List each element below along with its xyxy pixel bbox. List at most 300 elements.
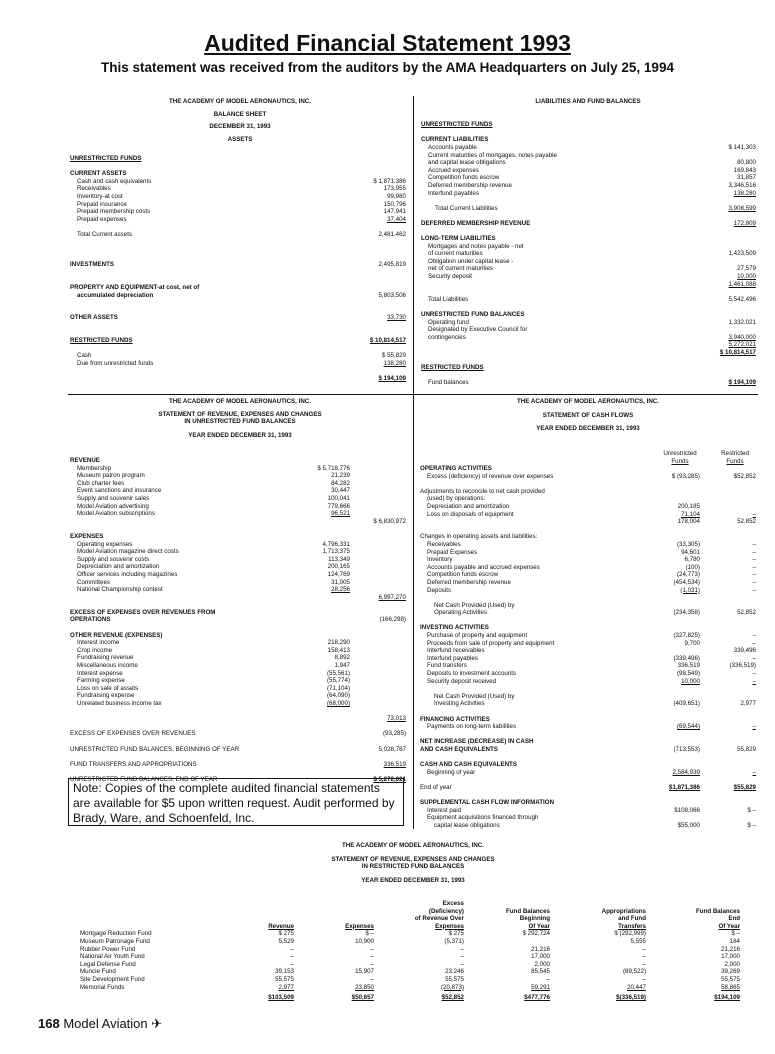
fund-value: 23,850 <box>355 983 374 991</box>
asset-row <box>70 277 406 285</box>
fund-value: 2,000 <box>724 960 740 968</box>
revenue-total <box>350 692 406 700</box>
cashflow-label <box>420 776 642 784</box>
liability-amount: 1,423,509 <box>728 250 756 258</box>
liability-amount <box>686 152 756 160</box>
liability-row <box>421 265 756 273</box>
fund-value: 5,529 <box>278 937 294 945</box>
revenue-row <box>70 465 406 473</box>
revenue-amount: (71,104) <box>326 684 350 692</box>
cashflow-restricted: – <box>752 632 756 640</box>
cashflow-unrestricted <box>642 792 700 800</box>
liabilities-table <box>421 106 756 387</box>
statement-title: Audited Financial Statement 1993 <box>204 30 571 56</box>
cash-flows-table <box>420 465 756 830</box>
revenue-total <box>350 457 406 465</box>
revenue-label <box>70 525 296 533</box>
column-header <box>232 900 294 908</box>
revenue-total <box>350 738 406 746</box>
cashflow-restricted: $ – <box>747 821 756 829</box>
divider-vertical <box>413 96 414 829</box>
liability-label <box>421 197 686 205</box>
cashflow-unrestricted: 2,584,939 <box>672 768 700 776</box>
fund-name: Mortgage Reduction Fund <box>80 930 152 938</box>
cashflow-row <box>420 549 756 557</box>
liability-label: Current maturities of mortgages, notes payable <box>428 151 557 159</box>
cashflow-unrestricted <box>642 594 700 602</box>
revenue-label: Committees <box>77 578 111 586</box>
column-header-row <box>80 923 740 931</box>
asset-amount <box>336 254 406 262</box>
asset-label: Prepaid expenses <box>77 215 127 223</box>
cashflow-label: Receivables <box>427 540 461 548</box>
liability-amount <box>686 228 756 236</box>
cashflow-label: AND CASH EQUIVALENTS <box>420 745 498 753</box>
revenue-label: Depreciation and amortization <box>77 563 160 571</box>
revenue-label <box>70 738 296 746</box>
revenue-label: Membership <box>77 464 112 472</box>
cashflow-label: Investing Activities <box>434 700 485 708</box>
cashflow-row <box>420 655 756 663</box>
asset-label: CURRENT ASSETS <box>70 170 127 178</box>
cashflow-row <box>420 799 756 807</box>
asset-label <box>70 368 336 376</box>
cashflow-row <box>420 571 756 579</box>
revenue-label: EXCESS OF EXPENSES OVER REVENUES <box>70 730 196 738</box>
revenue-amount <box>296 768 350 776</box>
asset-row <box>70 208 406 216</box>
revenue-amount: 8,892 <box>334 654 350 662</box>
asset-amount <box>336 239 406 247</box>
liability-row <box>421 243 756 251</box>
liability-label <box>421 106 686 114</box>
fund-name: Museum Patronage Fund <box>80 937 150 945</box>
revenue-label: Fundraising revenue <box>77 654 134 662</box>
cashflow-unrestricted: 9,700 <box>684 639 700 647</box>
revenue-statement-header <box>70 398 410 439</box>
cashflow-restricted: – <box>752 586 756 594</box>
liability-row <box>421 144 756 152</box>
liability-row <box>421 159 756 167</box>
asset-amount: 150,796 <box>383 200 406 208</box>
cashflow-restricted: $ – <box>747 806 756 814</box>
revenue-label: Model Aviation advertising <box>77 502 149 510</box>
cashflow-restricted <box>700 754 756 762</box>
balance-sheet-header <box>70 98 410 143</box>
cashflow-label: Competition funds escrow <box>427 571 499 579</box>
cashflow-label <box>420 685 642 693</box>
revenue-row <box>70 662 406 670</box>
revenue-label: Interest expense <box>77 669 123 677</box>
revenue-row <box>70 472 406 480</box>
revenue-total <box>350 510 406 518</box>
fund-name: Legal Defense Fund <box>80 960 136 968</box>
cashflow-unrestricted: $55,000 <box>677 821 700 829</box>
fund-value: (89,522) <box>622 968 646 976</box>
revenue-amount <box>296 624 350 632</box>
cashflow-restricted: – <box>752 677 756 685</box>
cashflow-restricted: – <box>752 578 756 586</box>
cash-flows-org: THE ACADEMY OF MODEL AERONAUTICS, INC. <box>517 398 659 405</box>
cashflow-unrestricted <box>642 624 700 632</box>
fund-value: 58,865 <box>721 983 740 991</box>
asset-row <box>70 201 406 209</box>
column-header <box>550 900 646 908</box>
liability-amount <box>686 129 756 137</box>
revenue-row <box>70 685 406 693</box>
asset-label <box>70 375 336 383</box>
revenue-total <box>350 571 406 579</box>
liability-row <box>421 136 756 144</box>
asset-row <box>70 269 406 277</box>
asset-amount: 37,404 <box>387 215 406 223</box>
liability-amount <box>686 303 756 311</box>
liability-amount <box>686 357 756 365</box>
cashflow-unrestricted <box>642 526 700 534</box>
revenue-label: Event sanctions and insurance <box>77 487 162 495</box>
cashflow-restricted: – <box>752 563 756 571</box>
revenue-total <box>350 541 406 549</box>
revenue-amount: 28,256 <box>331 586 350 594</box>
cashflow-restricted <box>700 792 756 800</box>
revenue-total <box>350 647 406 655</box>
liability-row <box>421 288 756 296</box>
liability-amount <box>686 136 756 144</box>
revenue-label <box>70 601 296 609</box>
cashflow-row <box>420 700 756 708</box>
cashflow-unrestricted <box>642 647 700 655</box>
revenue-row <box>70 692 406 700</box>
cashflow-unrestricted <box>642 814 700 822</box>
liability-row <box>421 273 756 281</box>
liability-label: UNRESTRICTED FUNDS <box>421 121 493 129</box>
revenue-amount: (55,774) <box>326 677 350 685</box>
cashflow-restricted: – <box>752 670 756 678</box>
liability-label: Total Liabilities <box>428 295 469 303</box>
liability-amount: 80,800 <box>737 159 756 167</box>
cashflow-row <box>420 716 756 724</box>
cashflow-restricted: – <box>752 556 756 564</box>
liability-label: contingencies <box>428 333 466 341</box>
revenue-label: Interest income <box>77 639 120 647</box>
cashflow-unrestricted <box>642 716 700 724</box>
fund-value: – <box>370 975 374 983</box>
cashflow-label: Deferred membership revenue <box>427 578 511 586</box>
cashflow-label: Changes in operating assets and liabilities: <box>420 533 538 541</box>
liability-label: RESTRICTED FUNDS <box>421 364 484 372</box>
asset-row <box>70 223 406 231</box>
cashflow-label: (used) by operations: <box>427 495 486 503</box>
asset-row <box>70 314 406 322</box>
revenue-row <box>70 761 406 769</box>
cashflow-restricted: – <box>752 510 756 518</box>
cashflow-unrestricted <box>642 602 700 610</box>
fund-value: 55,575 <box>275 975 294 983</box>
fund-value: $ – <box>731 930 740 938</box>
cash-flows-name: STATEMENT OF CASH FLOWS <box>542 411 634 419</box>
asset-label: Receivables <box>77 185 111 193</box>
liability-amount <box>686 197 756 205</box>
revenue-total: (93,285) <box>382 730 406 738</box>
fund-value: $ (292,999) <box>614 930 646 938</box>
balance-sheet-assets <box>70 155 406 383</box>
cashflow-restricted <box>700 685 756 693</box>
revenue-total <box>350 768 406 776</box>
fund-row <box>80 946 740 954</box>
header-spacer <box>80 908 232 916</box>
revenue-label: UNRESTRICTED FUND BALANCES, END OF YEAR <box>70 775 218 783</box>
cashflow-label: INVESTING ACTIVITIES <box>420 624 489 632</box>
cashflow-label: Operating Activities <box>434 609 487 617</box>
revenue-amount: 218,290 <box>327 639 350 647</box>
asset-label: INVESTMENTS <box>70 261 115 269</box>
cashflow-restricted: 2,977 <box>740 700 756 708</box>
revenue-row <box>70 594 406 602</box>
asset-label <box>70 223 336 231</box>
asset-row <box>70 330 406 338</box>
balance-sheet-name: BALANCE SHEET <box>213 110 267 118</box>
cashflow-row <box>420 731 756 739</box>
fund-value: 55,575 <box>445 975 464 983</box>
cashflow-restricted: 339,496 <box>733 647 756 655</box>
fund-name: National Air Youth Fund <box>80 953 145 961</box>
fund-value: 21,216 <box>721 945 740 953</box>
revenue-amount <box>296 616 350 624</box>
fund-row <box>80 961 740 969</box>
page-number: 168 <box>38 1016 60 1031</box>
cashflow-unrestricted: 6,780 <box>684 556 700 564</box>
revenue-total <box>350 632 406 640</box>
revenue-row <box>70 510 406 518</box>
revenue-row <box>70 533 406 541</box>
revenue-row <box>70 746 406 754</box>
revenue-label: Fundraising expense <box>77 692 135 700</box>
liability-amount: 3,346,516 <box>728 181 756 189</box>
asset-amount <box>336 170 406 178</box>
cashflow-label: NET INCREASE (DECREASE) IN CASH <box>420 738 534 746</box>
revenue-label: Model Aviation subscriptions <box>77 510 155 518</box>
column-header-row <box>80 915 740 923</box>
fund-value: 39,153 <box>275 968 294 976</box>
restricted-statement-name-2: IN RESTRICTED FUND BALANCES <box>361 863 465 871</box>
revenue-total: 6,997,270 <box>378 593 406 601</box>
column-header <box>232 908 294 916</box>
cashflow-row <box>420 708 756 716</box>
asset-row <box>70 163 406 171</box>
liability-amount: 138,280 <box>733 189 756 197</box>
revenue-amount: 4,796,331 <box>322 540 350 548</box>
cashflow-unrestricted <box>642 761 700 769</box>
revenue-amount: 30,447 <box>331 487 350 495</box>
fund-value: 21,216 <box>531 945 550 953</box>
asset-row <box>70 292 406 300</box>
revenue-total <box>350 563 406 571</box>
asset-label: Inventory-at cost <box>77 192 123 200</box>
cashflow-label: End of year <box>420 783 452 791</box>
cashflow-unrestricted: 71,104 <box>681 510 700 518</box>
liability-row <box>421 114 756 122</box>
liability-amount <box>686 243 756 251</box>
asset-label <box>70 345 336 353</box>
revenue-amount <box>296 457 350 465</box>
divider-horizontal <box>68 394 758 395</box>
asset-row <box>70 170 406 178</box>
revenue-amount <box>296 730 350 738</box>
asset-row <box>70 337 406 345</box>
liability-row <box>421 357 756 365</box>
revenue-label: Supply and souvenir costs <box>77 555 150 563</box>
liability-row <box>421 364 756 372</box>
cashflow-row <box>420 738 756 746</box>
asset-row <box>70 193 406 201</box>
liability-label <box>421 281 686 289</box>
asset-label <box>70 277 336 285</box>
cashflow-unrestricted: (1,031) <box>680 586 700 594</box>
asset-amount <box>336 269 406 277</box>
fund-row <box>80 984 740 992</box>
asset-row <box>70 322 406 330</box>
revenue-total <box>350 723 406 731</box>
fund-value: 17,000 <box>531 953 550 961</box>
asset-amount <box>336 155 406 163</box>
liability-label: Accrued expenses <box>428 166 479 174</box>
cashflow-row <box>420 579 756 587</box>
cashflow-unrestricted: (100) <box>685 563 700 571</box>
asset-amount <box>336 284 406 292</box>
column-header: Beginning <box>519 915 550 923</box>
cashflow-unrestricted <box>642 754 700 762</box>
liability-amount: 3,940,000 <box>728 333 756 341</box>
cashflow-row <box>420 678 756 686</box>
fund-value: 59,291 <box>531 983 550 991</box>
liability-label <box>421 288 686 296</box>
cashflow-unrestricted: $108,066 <box>674 806 700 814</box>
unrestricted-col-head: Unrestricted <box>663 450 697 457</box>
cashflow-unrestricted: $1,871,386 <box>669 783 700 791</box>
revenue-label: FUND TRANSFERS AND APPROPRIATIONS <box>70 760 197 768</box>
asset-label: Prepaid insurance <box>77 200 127 208</box>
revenue-label <box>70 723 296 731</box>
cashflow-row <box>420 587 756 595</box>
cashflow-row <box>420 503 756 511</box>
cashflow-label <box>420 480 642 488</box>
revenue-row <box>70 525 406 533</box>
column-header: and Fund <box>618 915 646 923</box>
fund-value: – <box>370 953 374 961</box>
asset-amount <box>336 223 406 231</box>
revenue-label: Operating expenses <box>77 540 133 548</box>
liability-row <box>421 372 756 380</box>
cashflow-unrestricted <box>642 708 700 716</box>
fund-value: $194,109 <box>714 994 740 1002</box>
asset-row <box>70 254 406 262</box>
balance-sheet-org: THE ACADEMY OF MODEL AERONAUTICS, INC. <box>169 98 311 105</box>
revenue-amount: 31,005 <box>331 578 350 586</box>
fund-name: Muncie Fund <box>80 968 116 976</box>
revenue-amount: 84,282 <box>331 479 350 487</box>
cashflow-unrestricted: $ (93,285) <box>671 472 700 480</box>
fund-value: – <box>460 960 464 968</box>
revenue-label: Crop income <box>77 646 113 654</box>
revenue-total <box>350 624 406 632</box>
liability-row <box>421 326 756 334</box>
cashflow-row <box>420 518 756 526</box>
cashflow-unrestricted: (713,553) <box>673 745 700 753</box>
revenue-label <box>70 708 296 716</box>
revenue-total <box>350 533 406 541</box>
liability-amount <box>686 372 756 380</box>
revenue-total: $ 6,830,972 <box>373 517 406 525</box>
revenue-amount: 124,769 <box>327 570 350 578</box>
cashflow-row <box>420 814 756 822</box>
cashflow-row <box>420 746 756 754</box>
liability-row <box>421 296 756 304</box>
fund-value: $50,657 <box>351 994 374 1002</box>
cashflow-unrestricted: (33,305) <box>676 540 700 548</box>
cashflow-restricted <box>700 814 756 822</box>
fund-value: 184 <box>729 937 740 945</box>
cash-flows-header <box>420 398 756 433</box>
revenue-total <box>350 480 406 488</box>
cashflow-row <box>420 685 756 693</box>
cashflow-row <box>420 602 756 610</box>
fund-row <box>80 976 740 984</box>
cashflow-unrestricted: (339,496) <box>673 654 700 662</box>
cashflow-restricted: 52,852 <box>737 609 756 617</box>
liability-amount <box>686 288 756 296</box>
cashflow-row <box>420 564 756 572</box>
cashflow-row <box>420 480 756 488</box>
revenue-row <box>70 571 406 579</box>
liability-row <box>421 205 756 213</box>
cashflow-label: SUPPLEMENTAL CASH FLOW INFORMATION <box>420 799 555 807</box>
column-header: of Revenue Over <box>414 915 464 923</box>
column-header: Excess <box>442 900 464 907</box>
column-header: Transfers <box>618 922 646 930</box>
revenue-amount: 1,947 <box>334 662 350 670</box>
cashflow-unrestricted <box>642 480 700 488</box>
cashflow-label: Adjustments to reconcile to net cash provided <box>420 487 545 495</box>
cashflow-row <box>420 624 756 632</box>
cashflow-restricted: – <box>752 548 756 556</box>
revenue-amount: 779,666 <box>327 502 350 510</box>
fund-value: (20,873) <box>440 983 464 991</box>
liability-label: Fund balances <box>428 379 469 387</box>
revenue-row <box>70 715 406 723</box>
revenue-amount: 100,041 <box>327 494 350 502</box>
revenue-total <box>350 753 406 761</box>
liability-label: LONG-TERM LIABILITIES <box>421 235 496 243</box>
revenue-total <box>350 708 406 716</box>
liability-row <box>421 106 756 114</box>
column-header: (Deficiency) <box>428 907 464 915</box>
asset-row <box>70 178 406 186</box>
asset-row <box>70 261 406 269</box>
liability-label: DEFERRED MEMBERSHIP REVENUE <box>421 219 531 227</box>
asset-amount <box>336 246 406 254</box>
revenue-row <box>70 579 406 587</box>
column-header: Expenses <box>345 922 374 930</box>
cashflow-unrestricted <box>642 693 700 701</box>
asset-label <box>70 269 336 277</box>
fund-value: 15,907 <box>355 968 374 976</box>
cashflow-restricted <box>700 526 756 534</box>
cashflow-restricted <box>700 731 756 739</box>
asset-amount <box>336 330 406 338</box>
column-header: End <box>728 915 740 923</box>
liability-label: Mortgages and notes payable - net <box>428 242 524 250</box>
cashflow-restricted: 55,829 <box>737 745 756 753</box>
